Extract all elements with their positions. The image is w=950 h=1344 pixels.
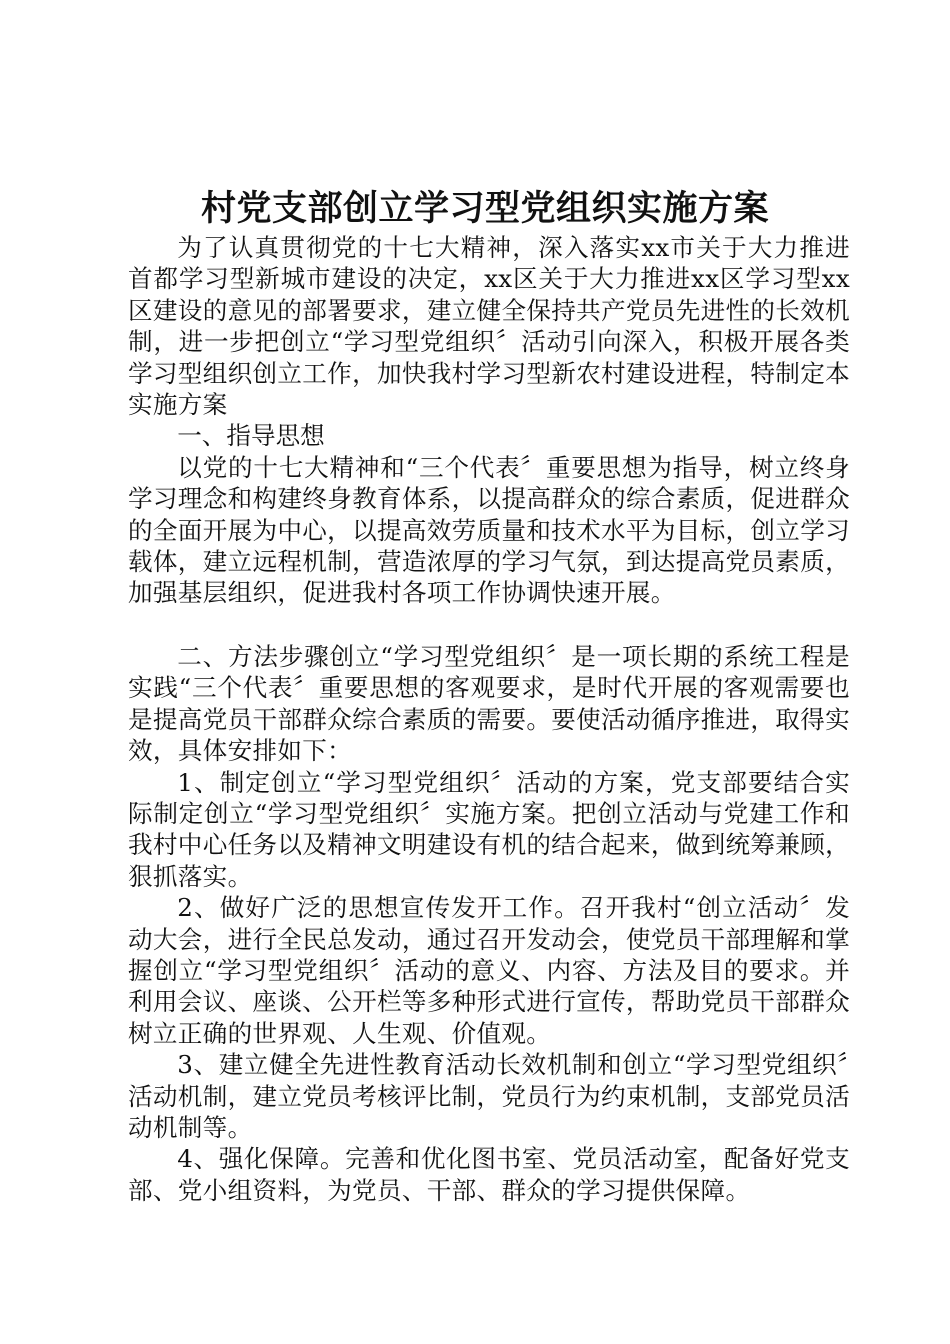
document-page: [128, 186, 850, 1206]
step-item-2: 2、做好广泛的思想宣传发开工作。召开我村“创立活动〞发动大会，进行全民总发动，通过召开发动会，使党员干部理解和掌握创立“学习型党组织〞活动的意义、内容、方法及目的要求。并利用会议、座谈、公开栏等多种形式进行宣传，帮助党员干部群众树立正确的世界观、人生观、价值观。: [128, 893, 850, 1048]
document-title: 村党支部创立学习型党组织实施方案: [200, 188, 769, 229]
methods-steps-paragraph: 二、方法步骤创立“学习型党组织〞是一项长期的系统工程是实践“三个代表〞重要思想的客观要求，是时代开展的客观需要也是提高党员干部群众综合素质的需要。要使活动循序推进，取得实效，具体安排如下：: [128, 641, 850, 766]
paragraph-spacer: [128, 609, 850, 641]
step-item-1: 1、制定创立“学习型党组织〞活动的方案，党支部要结合实际制定创立“学习型党组织〞实施方案。把创立活动与党建工作和我村中心任务以及精神文明建设有机的结合起来，做到统筹兼顾，狠抓落实。: [128, 767, 850, 891]
guiding-ideology-paragraph: 以党的十七大精神和“三个代表〞重要思想为指导，树立终身学习理念和构建终身教育体系，以提高群众的综合素质，促进群众的全面开展为中心，以提高效劳质量和技术水平为目标，创立学习载体，建立远程机制，营造浓厚的学习气氛，到达提高党员素质，加强基层组织，促进我村各项工作协调快速开展。: [128, 452, 850, 608]
section-heading-guiding-ideology: 一、指导思想: [177, 421, 325, 451]
step-item-4: 4、强化保障。完善和优化图书室、党员活动室，配备好党支部、党小组资料，为党员、干部、群众的学习提供保障。: [128, 1144, 850, 1205]
intro-paragraph: 为了认真贯彻党的十七大精神，深入落实xx市关于大力推进首都学习型新城市建设的决定，xx区关于大力推进xx区学习型xx区建设的意见的部署要求，建立健全保持共产党员先进性的长效机制，进一步把创立“学习型党组织〞活动引向深入，积极开展各类学习型组织创立工作，加快我村学习型新农村建设进程，特制定本实施方案: [128, 233, 850, 420]
step-item-3: 3、建立健全先进性教育活动长效机制和创立“学习型党组织〞活动机制，建立党员考核评比制，党员行为约束机制，支部党员活动机制等。: [128, 1050, 850, 1142]
